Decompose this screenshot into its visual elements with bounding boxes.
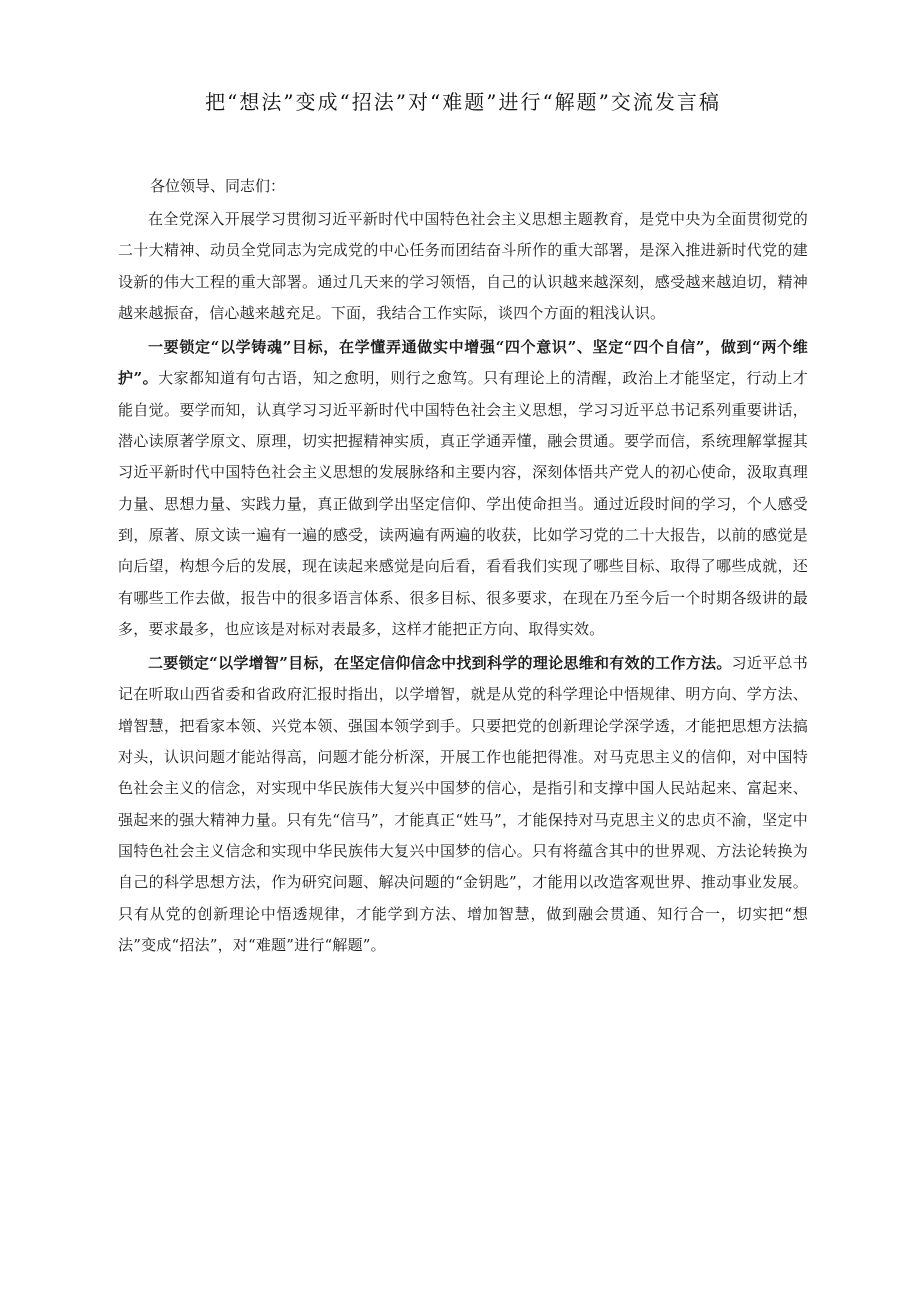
paragraph-point-one-heading: 一要锁定“以学铸魂”目标，在学懂弄通做实中增强“四个意识”、坚定“四个自信”，做到“两个维护”。 [118, 338, 808, 388]
salutation: 各位领导、同志们： [150, 177, 286, 195]
paragraph-point-two [118, 648, 808, 961]
paragraph-point-two-heading: 二要锁定“以学增智”目标，在坚定信仰信念中找到科学的理论思维和有效的工作方法。 [148, 654, 732, 673]
paragraph-point-two-text: 习近平总书记在听取山西省委和省政府汇报时指出，以学增智，就是从党的科学理论中悟规律、明方向、学方法、增智慧，把看家本领、兴党本领、强国本领学到手。只要把党的创新理论学深学透，才能把思想方法搞对头，认识问题才能站得高，问题才能分析深，开展工作也能把得准。对马克思主义的信仰，对中国特色社会主义的信念，对实现中华民族伟大复兴中国梦的信心，是指引和支撑中国人民站起来、富起来、强起来的强大精神力量。只有先“信马”，才能真正“姓马”，才能保持对马克思主义的忠贞不渝，坚定中国特色社会主义信念和实现中华民族伟大复兴中国梦的信心。只有将蕴含其中的世界观、方法论转换为自己的科学思想方法，作为研究问题、解决问题的“金钥匙”，才能用以改造客观世界、推动事业发展。只有从党的创新理论中悟透规律，才能学到方法、增加智慧，做到融会贯通、知行合一，切实把“想法”变成“招法”，对“难题”进行“解题”。 [118, 654, 808, 954]
paragraph-point-one-text: 大家都知道有句古语，知之愈明，则行之愈笃。只有理论上的清醒，政治上才能坚定，行动上才能自觉。要学而知，认真学习习近平新时代中国特色社会主义思想，学习习近平总书记系列重要讲话，潜心读原著学原文、原理，切实把握精神实质，真正学通弄懂，融会贯通。要学而信，系统理解掌握其习近平新时代中国特色社会主义思想的发展脉络和主要内容，深刻体悟共产党人的初心使命，汲取真理力量、思想力量、实践力量，真正做到学出坚定信仰、学出使命担当。通过近段时间的学习，个人感受到，原著、原文读一遍有一遍的感受，读两遍有两遍的收获，比如学习党的二十大报告，以前的感觉是向后望，构想今后的发展，现在读起来感觉是向后看，看看我们实现了哪些目标、取得了哪些成就，还有哪些工作去做，报告中的很多语言体系、很多目标、很多要求，在现在乃至今后一个时期各级讲的最多，要求最多，也应该是对标对表最多，这样才能把正方向、取得实效。 [118, 369, 808, 638]
paragraph-point-one [118, 332, 808, 645]
paragraph-intro-text: 在全党深入开展学习贯彻习近平新时代中国特色社会主义思想主题教育，是党中央为全面贯彻党的二十大精神、动员全党同志为完成党的中心任务而团结奋斗所作的重大部署，是深入推进新时代党的建设新的伟大工程的重大部署。通过几天来的学习领悟，自己的认识越来越深刻，感受越来越迫切，精神越来越振奋，信心越来越充足。下面，我结合工作实际，谈四个方面的粗浅认识。 [118, 210, 808, 322]
document-page [118, 86, 808, 961]
paragraph-intro [118, 204, 808, 329]
document-title: 把“想法”变成“招法”对“难题”进行“解题”交流发言稿 [205, 90, 721, 114]
